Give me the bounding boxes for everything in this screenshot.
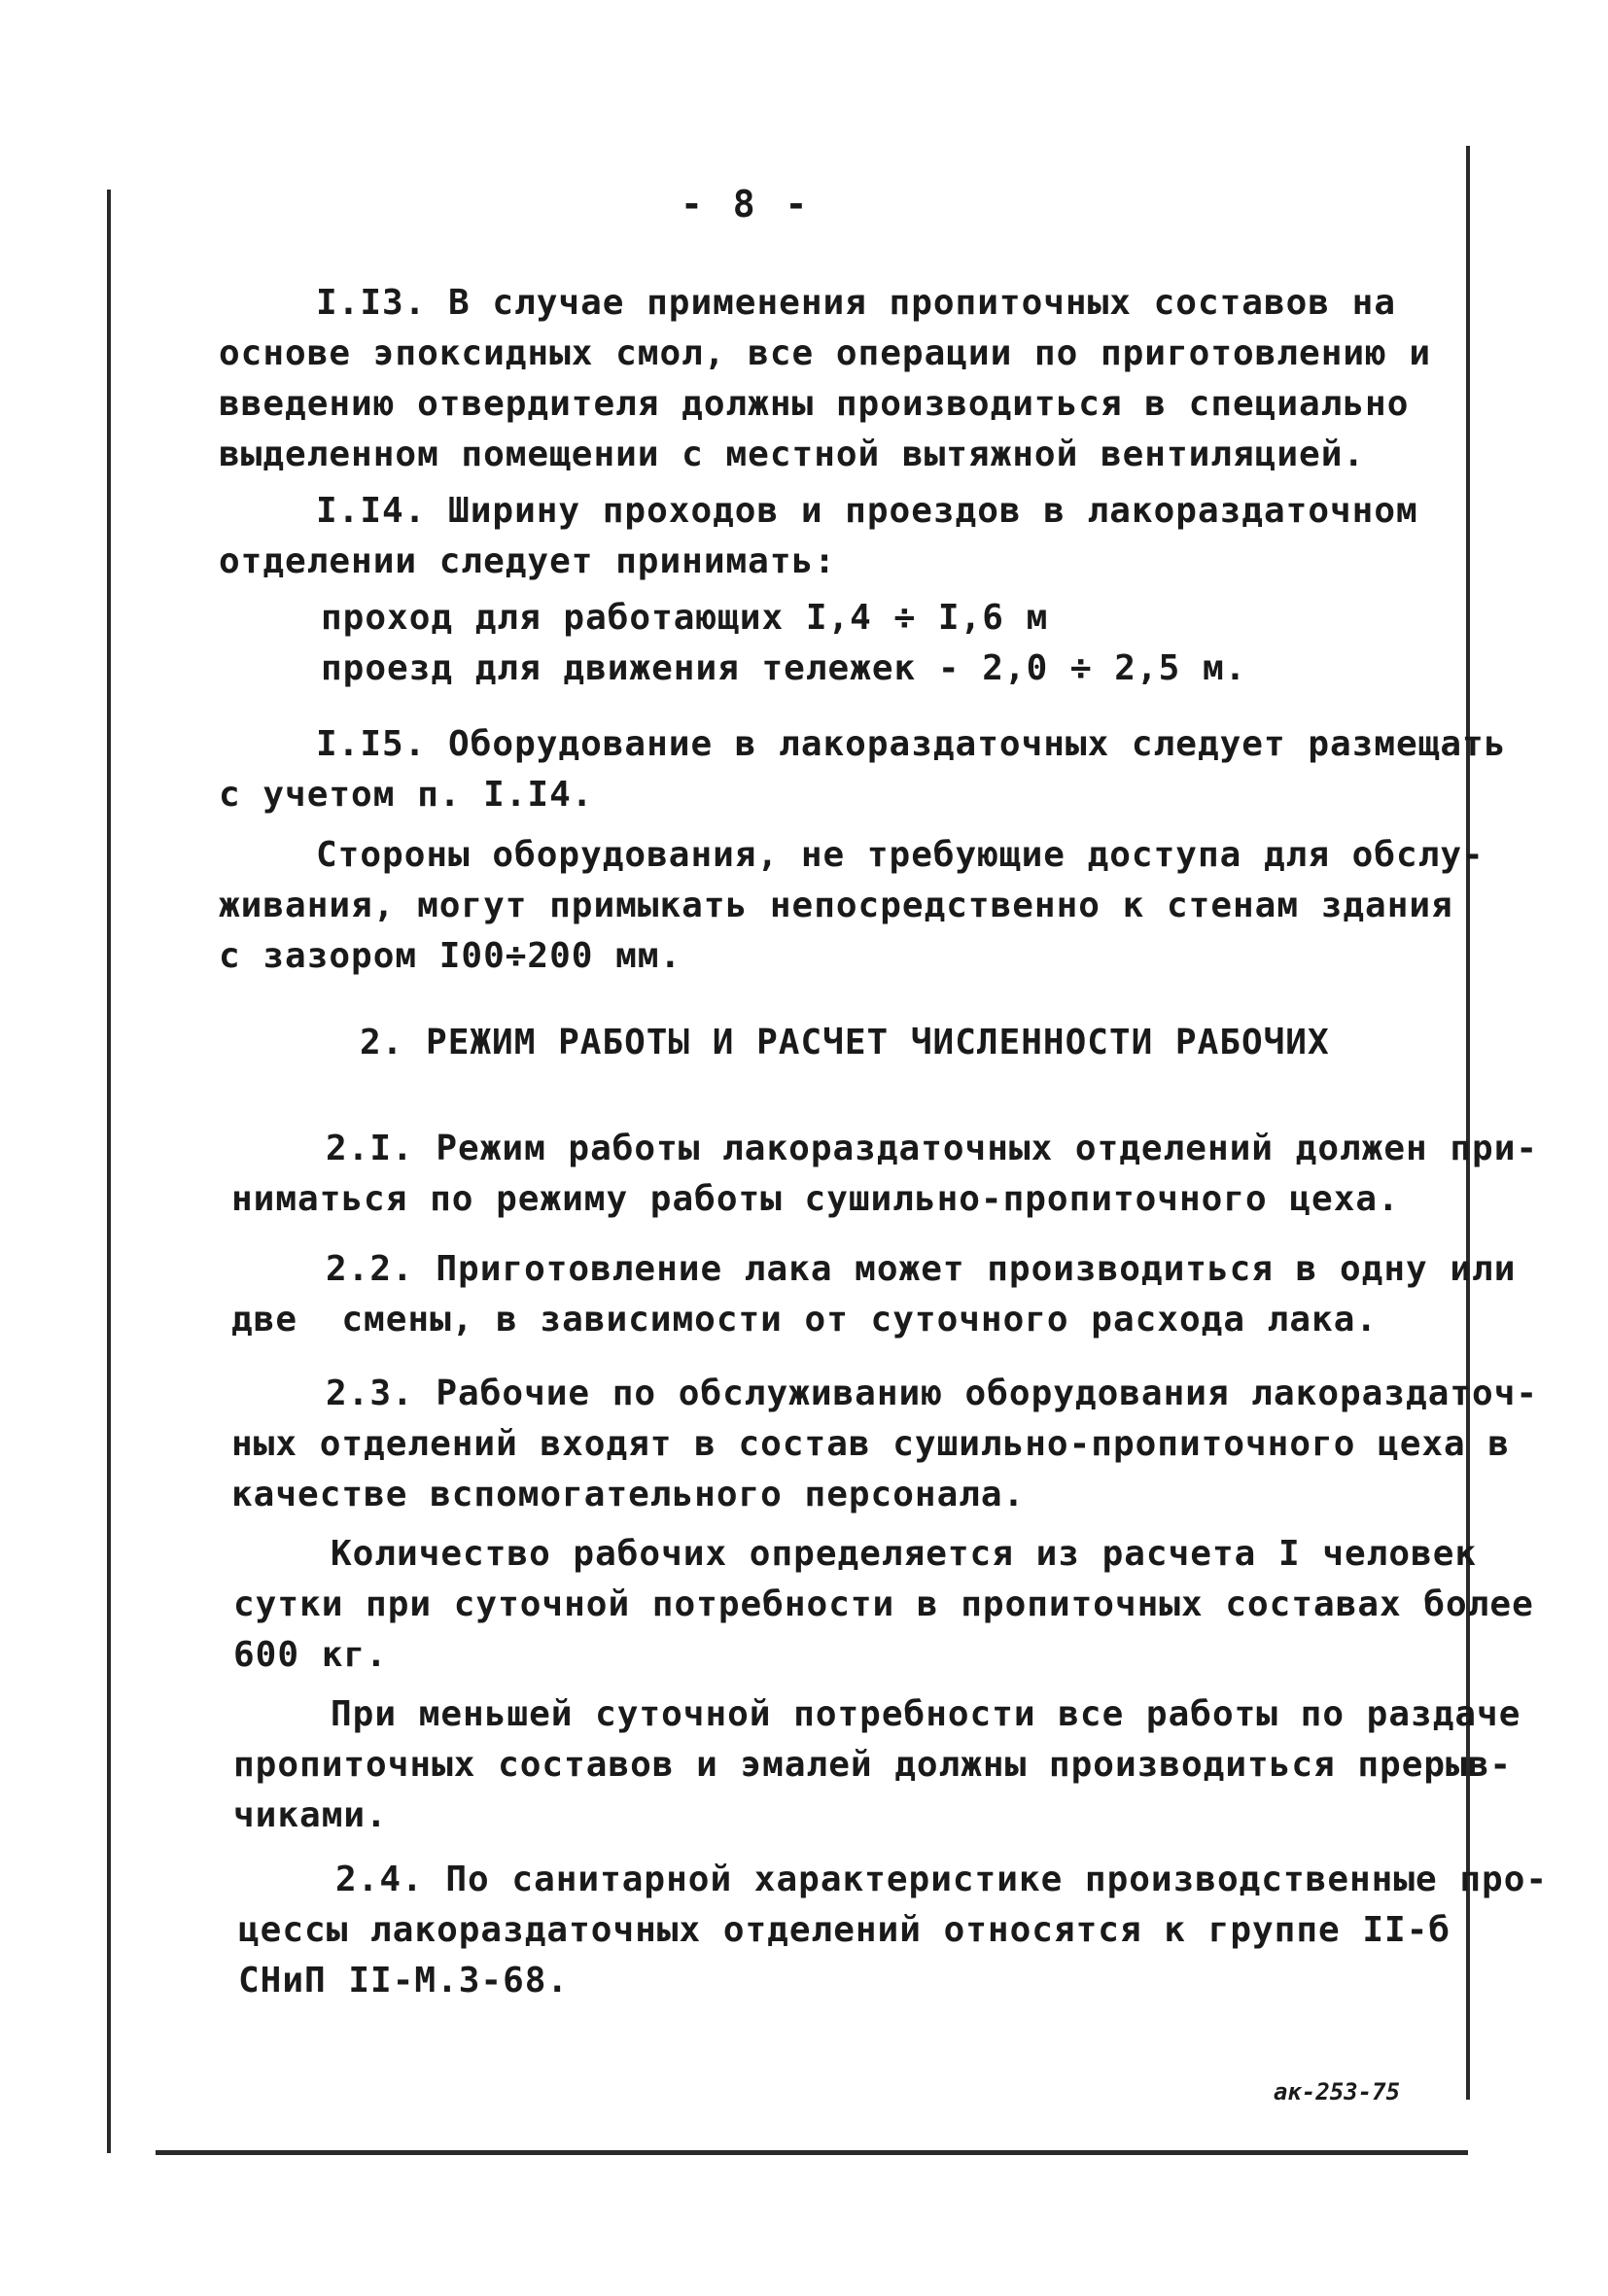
paragraph-1-14-item-2: проезд для движения тележек - 2,0 ÷ 2,5 м. [321,648,1247,688]
section-heading: 2. РЕЖИМ РАБОТЫ И РАСЧЕТ ЧИСЛЕННОСТИ РАБОЧИХ [360,1023,1330,1062]
paragraph-2-3b-line-1: Количество рабочих определяется из расчета I человек [331,1534,1478,1574]
paragraph-2-3-line-3: качестве вспомогательного персонала. [231,1475,1026,1514]
paragraph-1-15b-line-3: с зазором I00÷200 мм. [219,936,682,976]
paragraph-2-4-line-1: 2.4. По санитарной характеристике производственные про- [335,1860,1549,1899]
paragraph-2-4-line-3: СНиП ІІ-М.3-68. [238,1961,570,2000]
page-number: - 8 - [681,183,812,226]
frame-right-line [1466,146,1470,2100]
paragraph-1-15b-line-2: живания, могут примыкать непосредственно к стенам здания [219,886,1453,925]
paragraph-1-14-line-2: отделении следует принимать: [219,541,836,581]
paragraph-2-3-line-1: 2.3. Рабочие по обслуживанию оборудования лакораздаточ- [326,1374,1539,1413]
paragraph-1-15-line-1: I.I5. Оборудование в лакораздаточных следует размещать [316,724,1507,764]
paragraph-1-13-line-4: выделенном помещении с местной вытяжной вентиляцией. [219,435,1366,474]
paragraph-2-3b-line-3: 600 кг. [233,1635,388,1675]
paragraph-1-15b-line-1: Стороны оборудования, не требующие доступа для обслу- [316,835,1485,875]
paragraph-2-1-line-2: ниматься по режиму работы сушильно-пропиточного цеха. [231,1179,1400,1219]
paragraph-2-3-line-2: ных отделений входят в состав сушильно-пропиточного цеха в [231,1424,1511,1464]
paragraph-2-2-line-2: две смены, в зависимости от суточного расхода лака. [231,1300,1379,1339]
paragraph-1-14-line-1: I.I4. Ширину проходов и проездов в лакораздаточном [316,491,1418,531]
paragraph-2-3c-line-3: чиками. [233,1795,388,1835]
paragraph-1-15-line-2: с учетом п. I.I4. [219,775,594,815]
frame-bottom-line [156,2150,1468,2155]
paragraph-1-13-line-3: введению отвердителя должны производиться в специально [219,384,1410,424]
paragraph-2-3c-line-2: пропиточных составов и эмалей должны производиться прерыв- [233,1745,1513,1785]
paragraph-2-3c-line-1: При меньшей суточной потребности все работы по раздаче [331,1694,1521,1734]
frame-left-line [107,190,111,2153]
paragraph-1-14-item-1: проход для работающих I,4 ÷ I,6 м [321,598,1049,638]
paragraph-2-3b-line-2: сутки при суточной потребности в пропиточных составах более [233,1584,1534,1624]
paragraph-1-13-line-1: I.I3. В случае применения пропиточных составов на [316,283,1397,323]
paragraph-2-2-line-1: 2.2. Приготовление лака может производиться в одну или [326,1249,1517,1289]
paragraph-2-1-line-1: 2.I. Режим работы лакораздаточных отделений должен при- [326,1129,1539,1168]
paragraph-2-4-line-2: цессы лакораздаточных отделений относятся к группе ІІ-б [238,1910,1451,1950]
document-stamp: ак-253-75 [1274,2078,1401,2105]
paragraph-1-13-line-2: основе эпоксидных смол, все операции по приготовлению и [219,333,1432,373]
